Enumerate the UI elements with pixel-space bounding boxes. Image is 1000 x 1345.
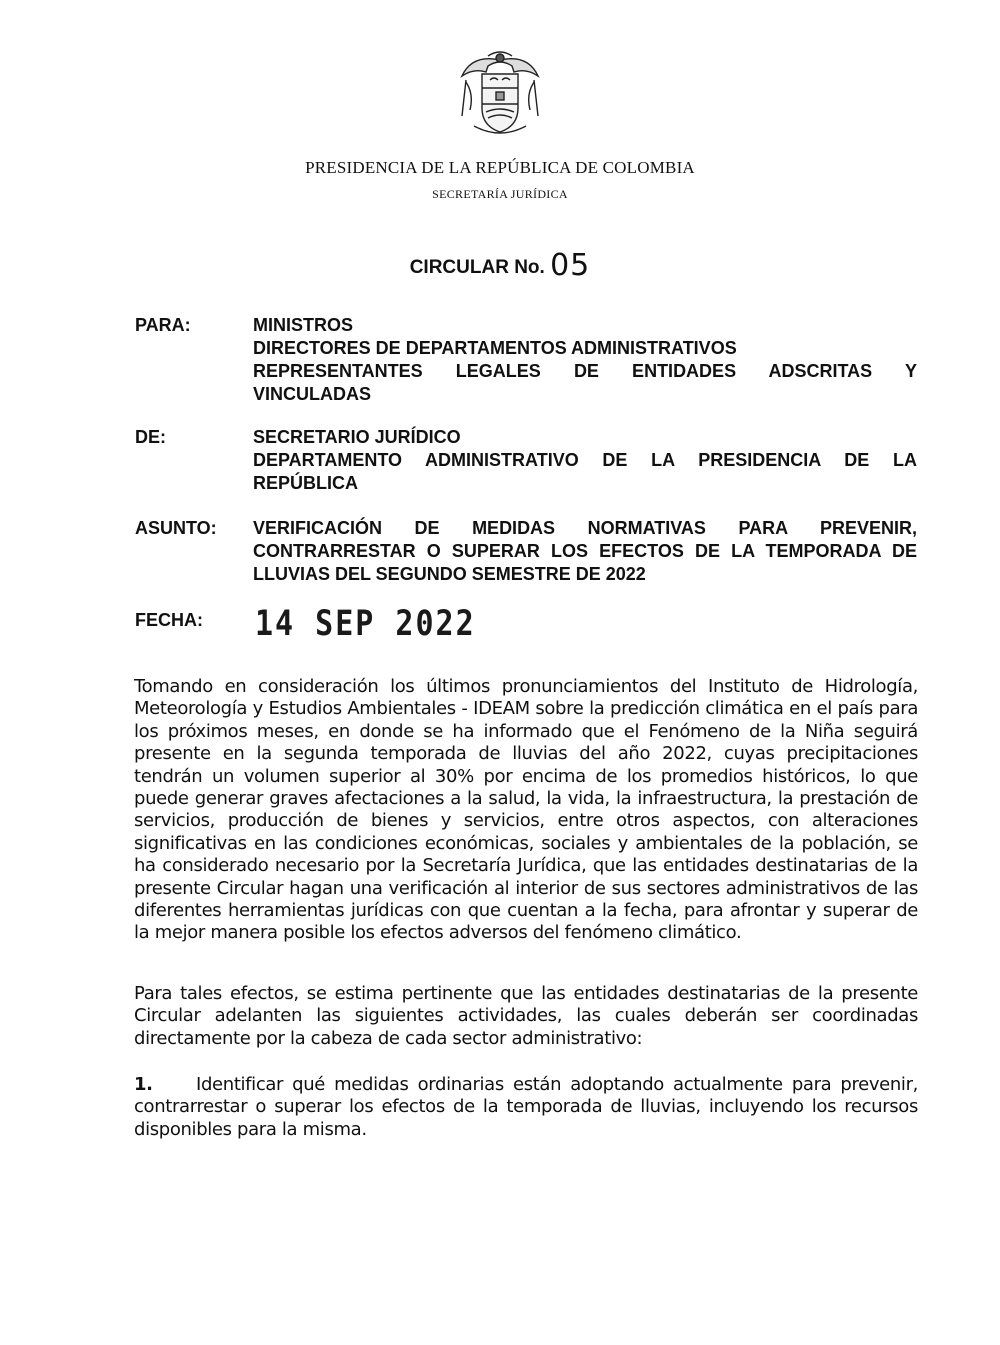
de-label: DE: [135, 427, 166, 447]
asunto-line: VERIFICACIÓN DE MEDIDAS NORMATIVAS PARA PREVENIR, [253, 518, 917, 538]
asunto-subject [253, 517, 917, 586]
body-paragraph-1: Tomando en consideración los últimos pronunciamientos del Instituto de Hidrología, Meteorología y Estudios Ambientales - IDEAM sobre la predicción climática en el país para los próximos meses, en donde se ha informado que el Fenómeno de la Niña seguirá presente en la segunda temporada de lluvias del año 2022, cuyas precipitaciones tendrán un volumen superior al 30% por encima de los promedios históricos, lo que puede generar graves afectaciones a la salud, la vida, la infraestructura, la prestación de servicios, producción de bienes y servicios, entre otros aspectos, con alteraciones significativas en las condiciones económicas, sociales y ambientales de la población, se ha considerado necesario por la Secretaría Jurídica, que las entidades destinatarias de la presente Circular hagan una verificación al interior de sus sectores administrativos de las diferentes herramientas jurídicas con que cuentan a la fecha, para afrontar y superar de la mejor manera posible los efectos adversos del fenómeno climático. [134, 676, 918, 944]
circular-label: CIRCULAR No. [409, 257, 545, 278]
circular-number: 05 [550, 248, 591, 283]
date-stamp: 14 SEP 2022 [255, 604, 476, 645]
office-name: SECRETARÍA JURÍDICA [432, 187, 568, 201]
de-sender [253, 426, 917, 495]
circular-heading [0, 248, 1000, 283]
asunto-line: CONTRARRESTAR O SUPERAR LOS EFECTOS DE LA TEMPORADA DE [253, 541, 917, 561]
body-paragraph-2: Para tales efectos, se estima pertinente que las entidades destinatarias de la presente Circular adelanten las siguientes actividades, las cuales deberán ser coordinadas directamente por la cabeza de cada sector administrativo: [134, 983, 918, 1049]
de-line: DEPARTAMENTO ADMINISTRATIVO DE LA PRESIDENCIA DE LA [253, 450, 917, 470]
asunto-label: ASUNTO: [135, 518, 217, 538]
para-line: VINCULADAS [253, 384, 372, 404]
institution-name: PRESIDENCIA DE LA REPÚBLICA DE COLOMBIA [305, 158, 695, 177]
list-item-number: 1. [134, 1074, 153, 1095]
para-label: PARA: [135, 315, 191, 335]
para-line: DIRECTORES DE DEPARTAMENTOS ADMINISTRATIVOS [253, 338, 737, 358]
de-line: SECRETARIO JURÍDICO [253, 427, 461, 447]
de-line: REPÚBLICA [253, 473, 359, 493]
fecha-label: FECHA: [135, 610, 203, 630]
list-item-1 [134, 1074, 918, 1141]
asunto-line: LLUVIAS DEL SEGUNDO SEMESTRE DE 2022 [253, 564, 646, 584]
para-recipients [253, 314, 917, 406]
para-line: MINISTROS [253, 315, 354, 335]
list-item-text: Identificar qué medidas ordinarias están adoptando actualmente para prevenir, contrarrestar o superar los efectos de la temporada de lluvias, incluyendo los recursos disponibles para la misma. [134, 1074, 918, 1140]
coat-of-arms-icon [452, 46, 548, 142]
para-line: REPRESENTANTES LEGALES DE ENTIDADES ADSCRITAS Y [253, 361, 917, 381]
